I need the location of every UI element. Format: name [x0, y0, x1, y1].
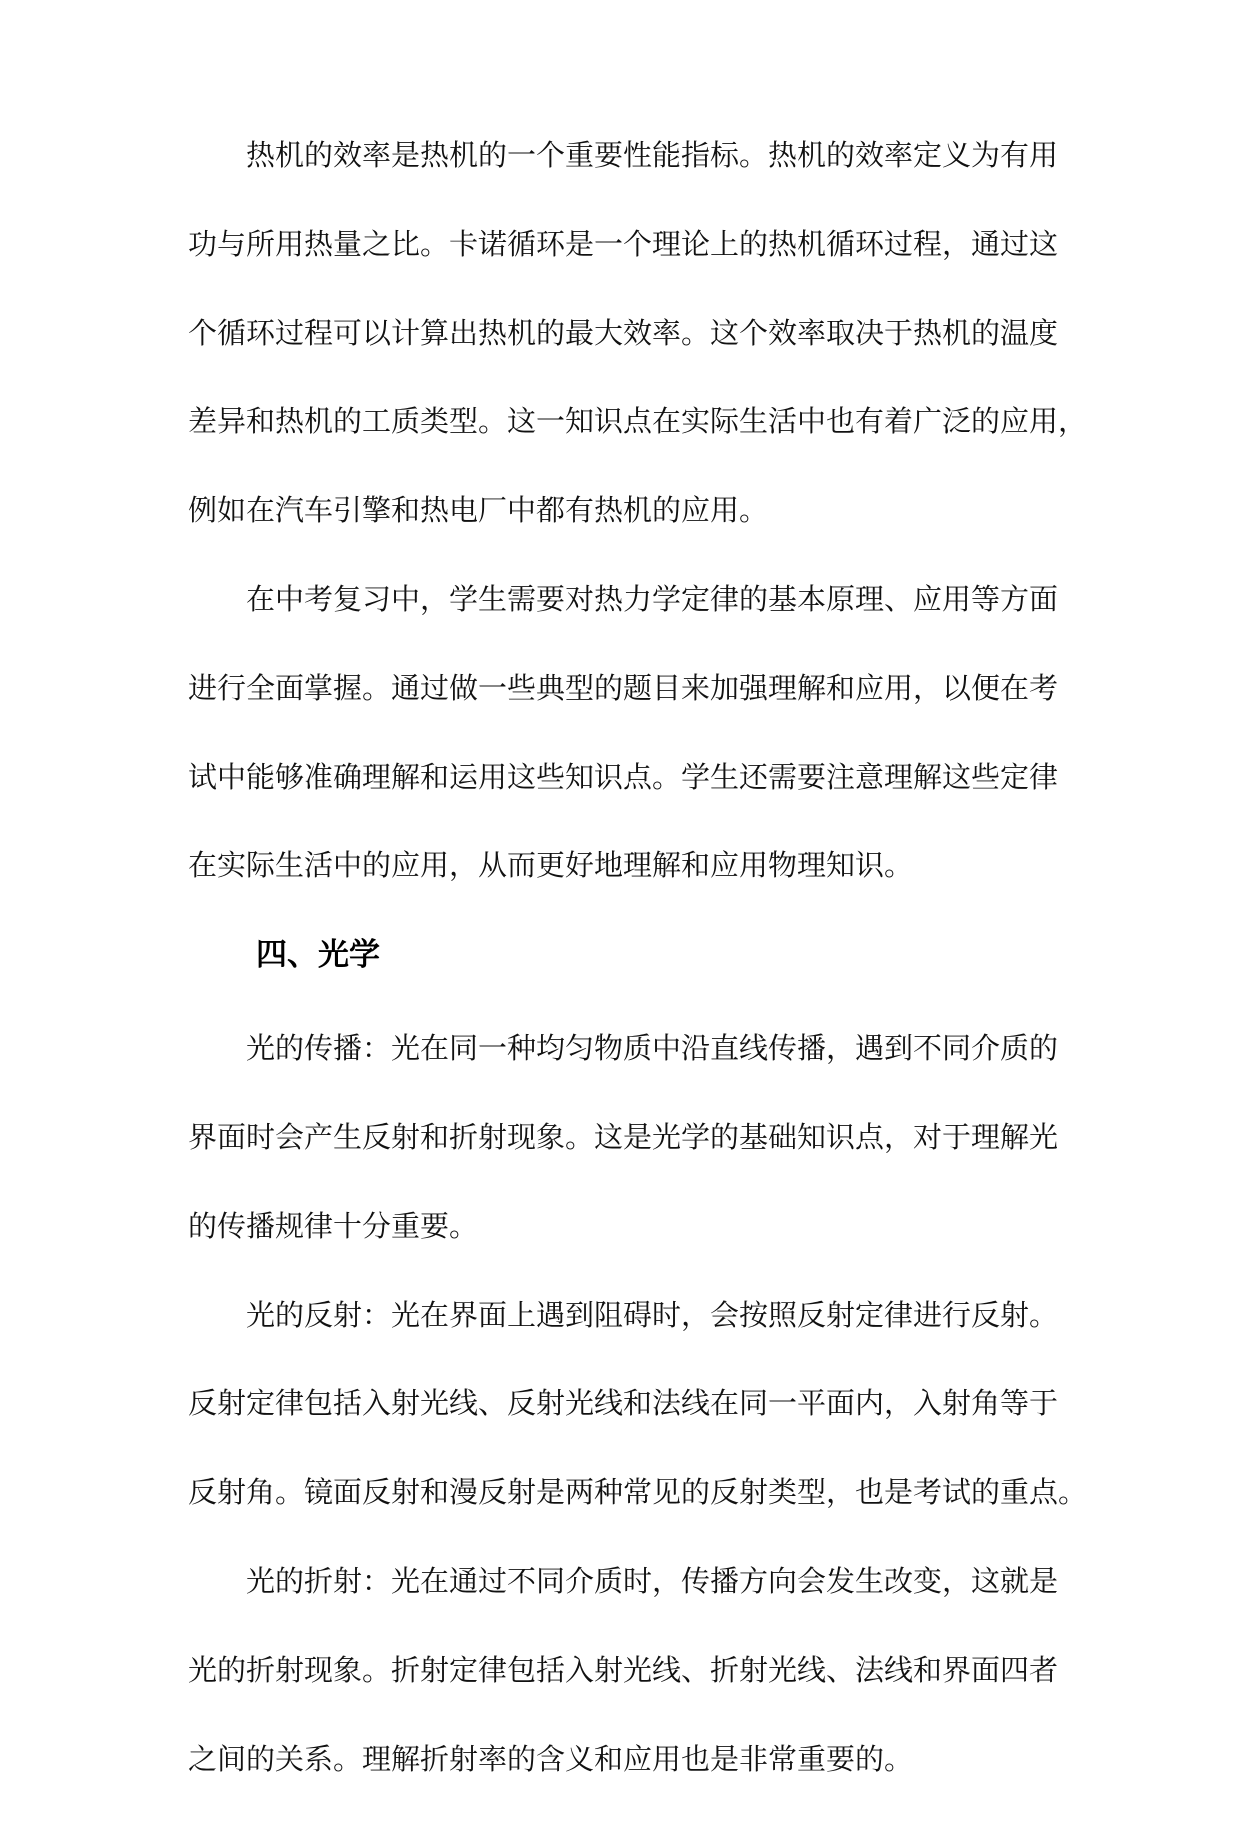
paragraph-5-line-2: 光的折射现象。折射定律包括入射光线、折射光线、法线和界面四者: [188, 1652, 1059, 1687]
paragraph-3-line-2: 界面时会产生反射和折射现象。这是光学的基础知识点，对于理解光: [188, 1119, 1059, 1154]
paragraph-2-line-4: 在实际生活中的应用，从而更好地理解和应用物理知识。: [188, 848, 914, 883]
paragraph-1-line-4: 差异和热机的工质类型。这一知识点在实际生活中也有着广泛的应用，: [188, 404, 1088, 439]
paragraph-1-line-2: 功与所用热量之比。卡诺循环是一个理论上的热机循环过程，通过这: [188, 226, 1059, 261]
paragraph-2-line-3: 试中能够准确理解和运用这些知识点。学生还需要注意理解这些定律: [188, 759, 1059, 794]
paragraph-1-line-3: 个循环过程可以计算出热机的最大效率。这个效率取决于热机的温度: [188, 315, 1059, 350]
paragraph-5-line-1: 光的折射：光在通过不同介质时，传播方向会发生改变，这就是: [246, 1563, 1059, 1598]
paragraph-1-line-5: 例如在汽车引擎和热电厂中都有热机的应用。: [188, 493, 769, 528]
paragraph-5-line-3: 之间的关系。理解折射率的含义和应用也是非常重要的。: [188, 1741, 914, 1776]
document-body: [188, 138, 1088, 1832]
paragraph-3-line-3: 的传播规律十分重要。: [188, 1208, 479, 1243]
paragraph-4-line-1: 光的反射：光在界面上遇到阻碍时，会按照反射定律进行反射。: [246, 1297, 1059, 1332]
paragraph-3-line-1: 光的传播：光在同一种均匀物质中沿直线传播，遇到不同介质的: [246, 1031, 1059, 1066]
paragraph-1-line-1: 热机的效率是热机的一个重要性能指标。热机的效率定义为有用: [246, 138, 1059, 172]
paragraph-2-line-1: 在中考复习中，学生需要对热力学定律的基本原理、应用等方面: [246, 581, 1059, 616]
paragraph-4-line-3: 反射角。镜面反射和漫反射是两种常见的反射类型，也是考试的重点。: [188, 1475, 1088, 1510]
paragraph-2-line-2: 进行全面掌握。通过做一些典型的题目来加强理解和应用，以便在考: [188, 670, 1059, 705]
paragraph-4-line-2: 反射定律包括入射光线、反射光线和法线在同一平面内，入射角等于: [188, 1386, 1059, 1421]
section-heading-optics: 四、光学: [256, 937, 380, 974]
